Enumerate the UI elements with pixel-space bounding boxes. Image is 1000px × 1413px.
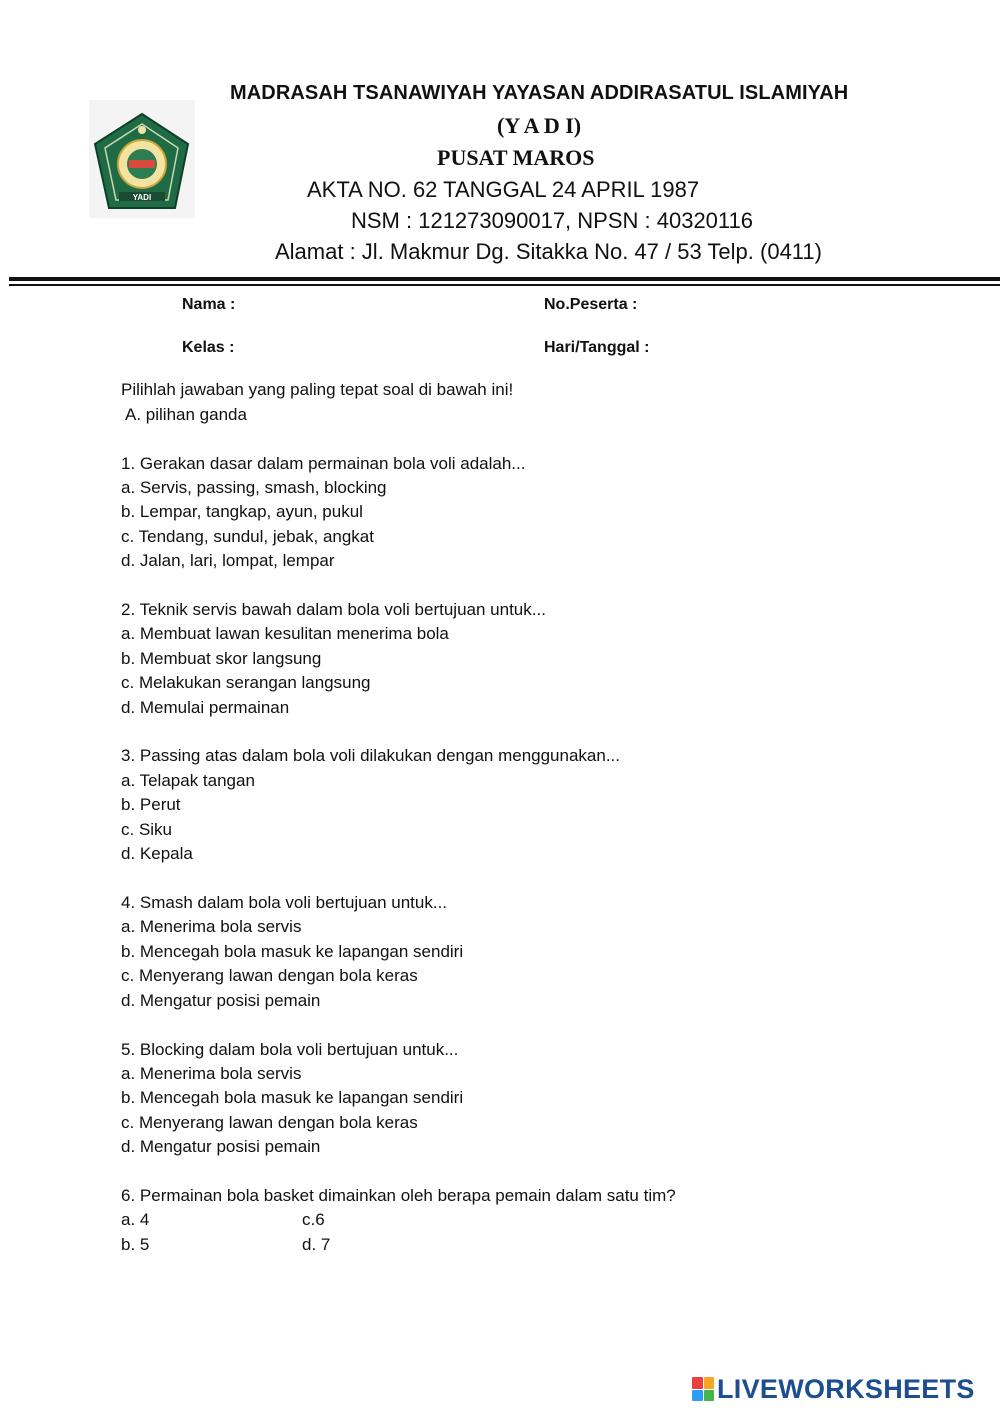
question-4-option-b[interactable]: b. Mencegah bola masuk ke lapangan sendiri [121,942,464,961]
question-4: 4. Smash dalam bola voli bertujuan untuk... [121,893,448,912]
question-6-option-a[interactable]: a. 4 [121,1210,150,1229]
nama-field-label: Nama : [182,296,236,313]
question-2-option-c[interactable]: c. Melakukan serangan langsung [121,673,371,692]
question-3: 3. Passing atas dalam bola voli dilakukan dengan menggunakan... [121,746,621,765]
question-6: 6. Permainan bola basket dimainkan oleh berapa pemain dalam satu tim? [121,1186,676,1205]
logo-text: YADI [132,193,152,202]
logo-square-blue [692,1390,703,1402]
question-6-option-b[interactable]: b. 5 [121,1235,150,1254]
logo-square-red [692,1377,703,1389]
logo-square-orange [704,1377,715,1389]
address-line: Alamat : Jl. Makmur Dg. Sitakka No. 47 / 53 Telp. (0411) [275,239,822,264]
question-5-option-b[interactable]: b. Mencegah bola masuk ke lapangan sendiri [121,1088,464,1107]
question-2-option-b[interactable]: b. Membuat skor langsung [121,649,322,668]
peserta-field-label: No.Peserta : [544,296,638,313]
school-emblem-icon [89,100,195,218]
question-5-option-d[interactable]: d. Mengatur posisi pemain [121,1137,321,1156]
question-6-option-d[interactable]: d. 7 [302,1235,331,1254]
logo-square-green [704,1390,715,1402]
question-5-option-a[interactable]: a. Menerima bola servis [121,1064,302,1083]
question-2: 2. Teknik servis bawah dalam bola voli bertujuan untuk... [121,600,546,619]
question-2-option-d[interactable]: d. Memulai permainan [121,698,290,717]
school-logo [89,100,195,218]
question-1-option-b[interactable]: b. Lempar, tangkap, ayun, pukul [121,502,363,521]
question-5: 5. Blocking dalam bola voli bertujuan untuk... [121,1040,459,1059]
question-4-option-a[interactable]: a. Menerima bola servis [121,917,302,936]
nsm-line: NSM : 121273090017, NPSN : 40320116 [351,208,753,233]
school-name: MADRASAH TSANAWIYAH YAYASAN ADDIRASATUL ISLAMIYAH [230,82,849,104]
liveworksheets-logo-icon [692,1377,714,1401]
instruction-text: Pilihlah jawaban yang paling tepat soal di bawah ini! [121,380,514,399]
question-3-option-a[interactable]: a. Telapak tangan [121,771,255,790]
liveworksheets-brand [692,1374,975,1404]
question-1-option-d[interactable]: d. Jalan, lari, lompat, lempar [121,551,335,570]
question-3-option-c[interactable]: c. Siku [121,820,173,839]
header-divider-thin [9,284,1000,286]
question-3-option-d[interactable]: d. Kepala [121,844,193,863]
kelas-field-label: Kelas : [182,339,235,356]
question-2-option-a[interactable]: a. Membuat lawan kesulitan menerima bola [121,624,449,643]
question-4-option-d[interactable]: d. Mengatur posisi pemain [121,991,321,1010]
question-4-option-c[interactable]: c. Menyerang lawan dengan bola keras [121,966,418,985]
question-1-option-c[interactable]: c. Tendang, sundul, jebak, angkat [121,527,374,546]
liveworksheets-wordmark: LIVEWORKSHEETS [717,1373,975,1404]
school-abbreviation: (Y A D I) [497,113,582,138]
question-1: 1. Gerakan dasar dalam permainan bola voli adalah... [121,454,526,473]
question-1-option-a[interactable]: a. Servis, passing, smash, blocking [121,478,387,497]
question-3-option-b[interactable]: b. Perut [121,795,181,814]
question-5-option-c[interactable]: c. Menyerang lawan dengan bola keras [121,1113,418,1132]
section-title: A. pilihan ganda [125,405,247,424]
tanggal-field-label: Hari/Tanggal : [544,339,650,356]
question-6-option-c[interactable]: c.6 [302,1210,325,1229]
akta-line: AKTA NO. 62 TANGGAL 24 APRIL 1987 [307,177,700,202]
header-divider-thick [9,277,1000,281]
school-location: PUSAT MAROS [437,145,595,170]
